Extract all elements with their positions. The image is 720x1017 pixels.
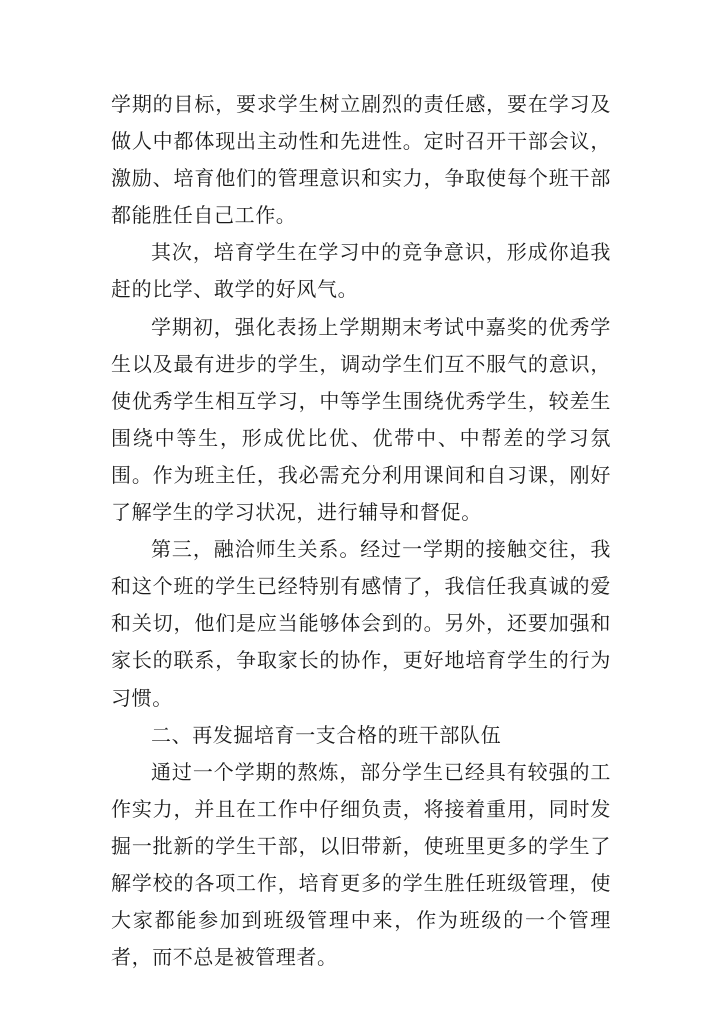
paragraph-cadre-training: 通过一个学期的熬炼，部分学生已经具有较强的工作实力，并且在工作中仔细负责，将接着重用，同时发掘一批新的学生干部，以旧带新，使班里更多的学生了解学校的各项工作，培育更多的学生胜任班级管理，使大家都能参加到班级管理中来，作为班级的一个管理者，而不总是被管理者。 (111, 759, 611, 970)
paragraph-competition: 其次，培育学生在学习中的竞争意识，形成你追我赶的比学、敢学的好风气。 (111, 240, 611, 302)
body-text (111, 86, 611, 976)
paragraph-teacher-student: 第三，融洽师生关系。经过一学期的接触交往，我和这个班的学生已经特别有感情了，我信任我真诚的爱和关切，他们是应当能够体会到的。另外，还要加强和家长的联系，争取家长的协作，更好地培育学生的行为习惯。 (111, 537, 611, 710)
section-heading-class-cadres: 二、再发掘培育一支合格的班干部队伍 (151, 722, 502, 747)
paragraph-responsibility: 学期的目标，要求学生树立剧烈的责任感，要在学习及做人中都体现出主动性和先进性。定时召开干部会议，激励、培育他们的管理意识和实力，争取使每个班干部都能胜任自己工作。 (111, 92, 611, 228)
paragraph-semester-start: 学期初，强化表扬上学期期末考试中嘉奖的优秀学生以及最有进步的学生，调动学生们互不服气的意识，使优秀学生相互学习，中等学生围绕优秀学生，较差生围绕中等生，形成优比优、优带中、中帮差的学习氛围。作为班主任，我必需充分利用课间和自习课，刚好了解学生的学习状况，进行辅导和督促。 (111, 314, 611, 525)
